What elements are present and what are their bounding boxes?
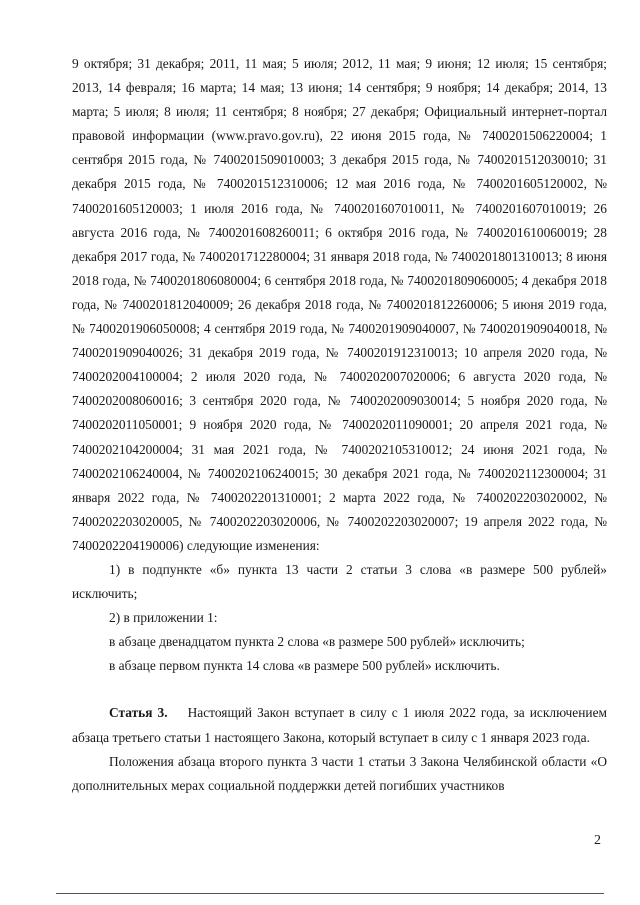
paragraph-item-1: 1) в подпункте «б» пункта 13 части 2 статьи 3 слова «в размере 500 рублей» исключить; bbox=[72, 561, 607, 602]
paragraph-amendment-sources: 9 октября; 31 декабря; 2011, 11 мая; 5 июля; 2012, 11 мая; 9 июня; 12 июля; 15 сентября; 2013, 14 февраля; 16 марта; 14 мая; 13 июня; 14 сентября; 9 ноября; 14 декабря; 2014, 13 марта; 5 июля; 8 июля; 11 сентября; 8 ноября; 27 декабря; Официальный интернет-портал правовой информации (www.pravo.gov.ru), 22 июня 2015 года, № 7400201506220004; 1 сентября 2015 года, № 7400201509010003; 3 декабря 2015 года, № 7400201512030010; 31 декабря 2015 года, № 7400201512310006; 12 мая 2016 года, № 7400201605120002, № 7400201605120003; 1 июля 2016 года, № 7400201607010011, № 7400201607010019; 26 августа 2016 года, № 7400201608260011; 6 октября 2016 года, № 7400201610060019; 28 декабря 2017 года, № 7400201712280004; 31 января 2018 года, № 7400201801310013; 8 июня 2018 года, № 7400201806080004; 6 сентября 2018 года, № 7400201809060005; 4 декабря 2018 года, № 7400201812040009; 26 декабря 2018 года, № 7400201812260006; 5 июня 2019 года, № 7400201906050008; 4 сентября 2019 года, № 7400201909040007, № 7400201909040018, № 7400201909040026; 31 декабря 2019 года, № 7400201912310013; 10 апреля 2020 года, № 7400202004100004; 2 июля 2020 года, № 7400202007020006; 6 августа 2020 года, № 7400202008060016; 3 сентября 2020 года, № 7400202009030014; 5 ноября 2020 года, № 7400202011050001; 9 ноября 2020 года, № 7400202011090001; 20 апреля 2021 года, № 7400202104200004; 31 мая 2021 года, № 7400202105310012; 24 июня 2021 года, № 7400202106240004, № 7400202106240015; 30 декабря 2021 года, № 7400202112300004; 31 января 2022 года, № 7400202201310001; 2 марта 2022 года, № 7400202203020002, № 7400202203020005, № 7400202203020006, № 7400202203020007; 19 апреля 2022 года, № 7400202204190006) следующие изменения: bbox=[72, 56, 607, 553]
footer-divider bbox=[56, 893, 604, 894]
paragraph-item-2-sub-2: в абзаце первом пункта 14 слова «в размере 500 рублей» исключить. bbox=[109, 658, 500, 674]
paragraph-item-2: 2) в приложении 1: bbox=[109, 610, 218, 626]
article-3 bbox=[72, 701, 607, 749]
article-3-heading: Статья 3. bbox=[109, 705, 168, 721]
document-body bbox=[72, 52, 607, 798]
paragraph-last: Положения абзаца второго пункта 3 части 1 статьи 3 Закона Челябинской области «О дополнительных мерах социальной поддержки детей погибших участников bbox=[72, 753, 607, 793]
paragraph-item-2-sub-1: в абзаце двенадцатом пункта 2 слова «в размере 500 рублей» исключить; bbox=[109, 634, 525, 650]
page-number: 2 bbox=[594, 833, 601, 848]
article-3-text: Настоящий Закон вступает в силу с 1 июля 2022 года, за исключением абзаца третьего статьи 1 настоящего Закона, который вступает в силу с 1 января 2023 года. bbox=[72, 705, 607, 745]
